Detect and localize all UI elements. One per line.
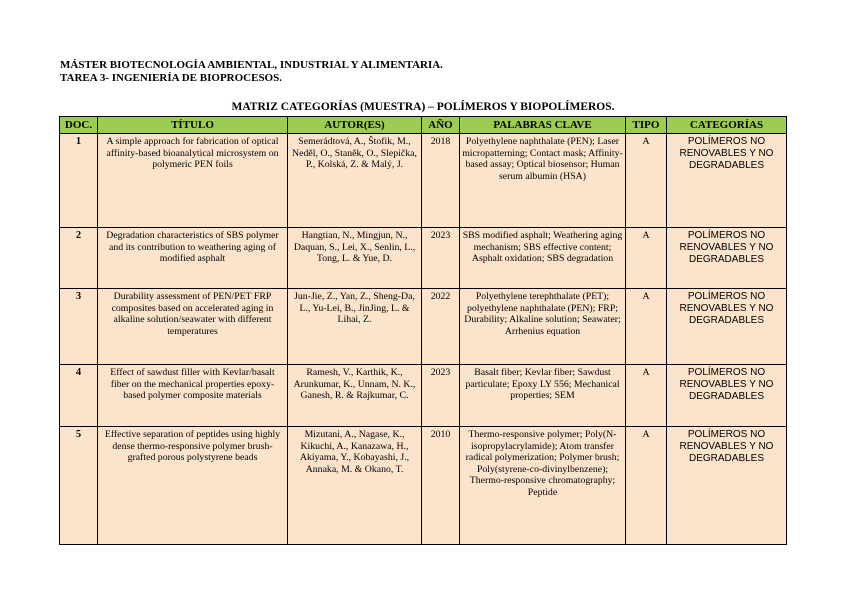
authors-cell [288, 134, 422, 228]
document-header [60, 59, 443, 85]
table-header-row [60, 117, 787, 134]
authors-text: Jun-Jie, Z., Yan, Z., Sheng-Da, L., Yu-Lei, B., JinJing, L. & Lihai, Z. [294, 291, 415, 326]
authors-cell [288, 427, 422, 545]
year-text: 2022 [430, 291, 451, 302]
table-row [60, 289, 787, 365]
column-header-title: TÍTULO [98, 117, 288, 134]
keywords-text: Thermo-responsive polymer; Poly(N-isopropylacrylamide); Atom transfer radical polymerization; Polymer brush; Poly(styrene-co-divinylbenzene); Thermo-responsive chromatography; Peptide [465, 429, 620, 498]
type-text: A [642, 429, 650, 440]
table-row [60, 365, 787, 427]
authors-text: Semerádtová, A., Štofik, M., Neděl, O., Staněk, O., Slepička, P., Kolská, Z. & Malý, J. [292, 136, 417, 171]
doc-number: 3 [60, 289, 98, 365]
doc-number: 5 [60, 427, 98, 545]
column-header-year: AÑO [422, 117, 460, 134]
type-cell [626, 289, 667, 365]
year-cell [422, 365, 460, 427]
category-text: POLÍMEROS NO RENOVABLES Y NO DEGRADABLES [679, 367, 774, 402]
authors-text: Ramesh, V., Karthik, K., Arunkumar, K., Unnam, N. K., Ganesh, R. & Rajkumar, C. [293, 367, 416, 402]
title-text: A simple approach for fabrication of optical affinity-based bioanalytical microsystem on polymeric PEN foils [106, 136, 279, 171]
title-text: Durability assessment of PEN/PET FRP composites based on accelerated aging in alkaline solution/seawater with different temperatures [111, 291, 274, 337]
type-text: A [642, 230, 650, 241]
year-cell [422, 228, 460, 289]
year-cell [422, 134, 460, 228]
category-text: POLÍMEROS NO RENOVABLES Y NO DEGRADABLES [679, 291, 774, 326]
type-cell [626, 427, 667, 545]
title-cell [98, 427, 288, 545]
table-row [60, 427, 787, 545]
category-cell [667, 289, 787, 365]
doc-number: 2 [60, 228, 98, 289]
keywords-cell [460, 134, 626, 228]
keywords-cell [460, 289, 626, 365]
keywords-cell [460, 365, 626, 427]
column-header-type: TIPO [626, 117, 667, 134]
doc-number: 4 [60, 365, 98, 427]
category-matrix-table [59, 116, 787, 545]
year-text: 2023 [430, 230, 451, 241]
column-header-authors: AUTOR(ES) [288, 117, 422, 134]
column-header-doc: DOC. [60, 117, 98, 134]
authors-cell [288, 289, 422, 365]
type-cell [626, 228, 667, 289]
category-cell [667, 228, 787, 289]
title-text: Degradation characteristics of SBS polymer and its contribution to weathering aging of modified asphalt [106, 230, 279, 265]
category-text: POLÍMEROS NO RENOVABLES Y NO DEGRADABLES [679, 230, 774, 265]
authors-cell [288, 365, 422, 427]
keywords-text: Basalt fiber; Kevlar fiber; Sawdust particulate; Epoxy LY 556; Mechanical properties; SEM [465, 367, 620, 402]
year-text: 2023 [430, 367, 451, 378]
type-cell [626, 365, 667, 427]
category-text: POLÍMEROS NO RENOVABLES Y NO DEGRADABLES [679, 136, 774, 171]
category-cell [667, 365, 787, 427]
keywords-cell [460, 427, 626, 545]
title-cell [98, 134, 288, 228]
authors-text: Hangtian, N., Mingjun, N., Daquan, S., Lei, X., Senlin, L., Tong, L. & Yue, D. [293, 230, 416, 265]
keywords-text: SBS modified asphalt; Weathering aging mechanism; SBS effective content; Asphalt oxidation; SBS degradation [462, 230, 623, 265]
authors-text: Mizutani, A., Nagase, K., Kikuchi, A., Kanazawa, H., Akiyama, Y., Kobayashi, J., Annaka, M. & Okano, T. [299, 429, 410, 475]
keywords-text: Polyethylene naphthalate (PEN); Laser micropatterning; Contact mask; Affinity-based assay; Optical biosensor; Human serum albumin (HSA) [462, 136, 623, 182]
type-text: A [642, 291, 650, 302]
year-cell [422, 427, 460, 545]
task-title: TAREA 3- INGENIERÍA DE BIOPROCESOS. [60, 72, 282, 84]
title-cell [98, 289, 288, 365]
column-header-category: CATEGORÍAS [667, 117, 787, 134]
type-cell [626, 134, 667, 228]
year-text: 2018 [430, 136, 451, 147]
master-title: MÁSTER BIOTECNOLOGÍA AMBIENTAL, INDUSTRIAL Y ALIMENTARIA. [60, 59, 443, 71]
type-text: A [642, 136, 650, 147]
doc-number: 1 [60, 134, 98, 228]
table-row [60, 134, 787, 228]
keywords-text: Polyethylene terephthalate (PET); polyethylene naphthalate (PEN); FRP; Durability; Alkaline solution; Seawater; Arrhenius equation [464, 291, 621, 337]
column-header-keywords: PALABRAS CLAVE [460, 117, 626, 134]
table-row [60, 228, 787, 289]
authors-cell [288, 228, 422, 289]
category-cell [667, 427, 787, 545]
category-cell [667, 134, 787, 228]
keywords-cell [460, 228, 626, 289]
title-text: Effective separation of peptides using highly dense thermo-responsive polymer brush-grafted porous polystyrene beads [104, 429, 281, 464]
year-cell [422, 289, 460, 365]
title-text: Effect of sawdust filler with Kevlar/basalt fiber on the mechanical properties epoxy-based polymer composite materials [110, 367, 275, 402]
year-text: 2010 [430, 429, 451, 440]
title-cell [98, 365, 288, 427]
type-text: A [642, 367, 650, 378]
table-title: MATRIZ CATEGORÍAS (MUESTRA) – POLÍMEROS Y BIOPOLÍMEROS. [231, 101, 615, 113]
title-cell [98, 228, 288, 289]
category-text: POLÍMEROS NO RENOVABLES Y NO DEGRADABLES [679, 429, 774, 464]
